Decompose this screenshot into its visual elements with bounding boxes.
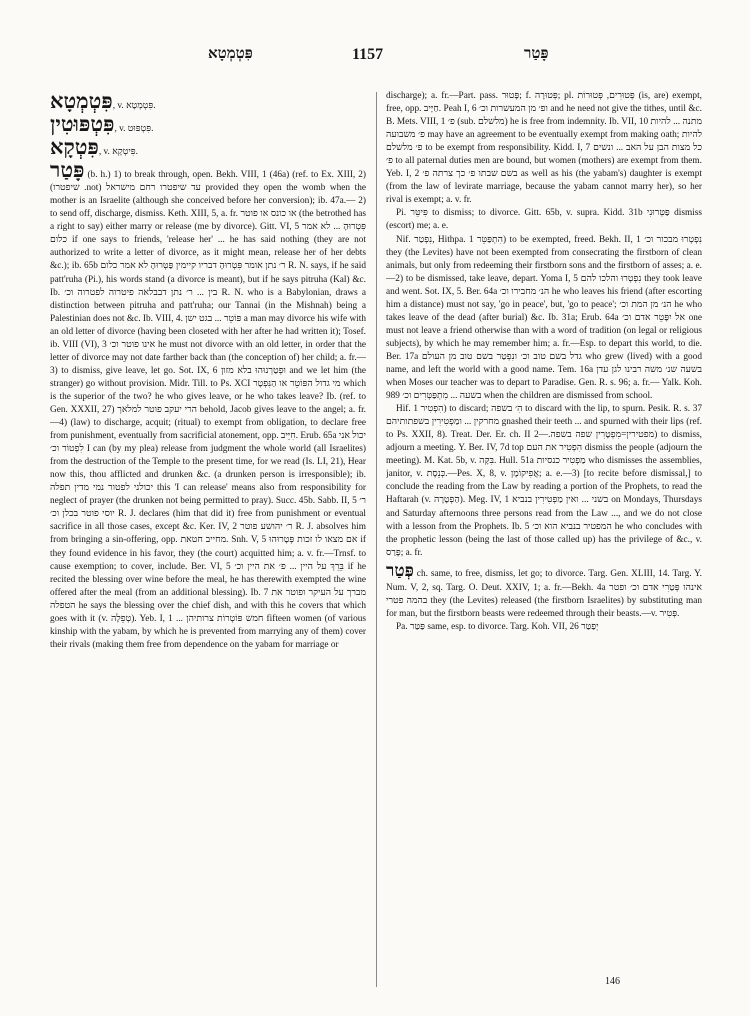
- dictionary-entry: [386, 207, 702, 233]
- entry-text: , v. פִּטְפּוּט.: [114, 124, 154, 135]
- page-number: 1157: [352, 46, 384, 63]
- entry-text: (b. h.) 1) to break through, open. Bekh. VIII, 1 (46a) (ref. to Ex. XIII, 2) (שיפטרו .not) עד שיפטרו רחם מישראל provided they open the womb when the mother is an Israelite (although she conceived before her conversion); ib. 47a.— 2) to send off, discharge, dismiss. Keth. XIII, 5, a. fr. או כונס או פוטר (the betrothed has a right to say) either marry or release (me by divorce). Gitt. VI, 5 פִּטְרוּהָ ... לא אמר כלום if one says to friends, 'release her' ... he has said nothing (they are not authorized to write a letter of divorce, as it might mean, release her of her debts &c.); ib. 65b ר׳ נתן אומר פִּטְרוּהָ דבריו קיימין פַּטְּרוּהָ לא אמר כלום R. N. says, if he said patt'ruha (Pi.), his words stand (a divorce is meant), but if he says pitruha (Kal) &c. Ib. בין ... ר׳ נתן דבבלאה פיטרוה לפטרוה וכ׳ R. N. who is a Babylonian, draws a distinction between pitruha and patt'ruha; our Tannai (in the Mishnah) being a Palestinian does not &c. Ib. VIII, 4. פּוֹטֵר ... בגט ישן a man may divorce his wife with an old letter of divorce (having been closeted with her after he had written it); Tosef. ib. VIII (VI), 3 אינו פוטר וכ׳ he must not divorce with an old letter, in order that the letter of divorce may not date farther back than (the conception of) her child; a. fr.—3) to dismiss, give leave, let go. Sot. IX, 6 וּפְטַרְנוּהוּ בלא מזון and we let him (the stranger) go without provision. Midr. Till. to Ps. XCI מי גדול הפּוֹטֵר או הַנִּפְטָר which is the superior of the two? he who gives leave, or he who takes leave? Ib. (ref. to Gen. XXXII, 27) הרי יעקב פוטר למלאך behold, Jacob gives leave to the angel; a. fr.—4) (law) to discharge, acquit; (ritual) to exempt from obligation, to declare free from punishment, eventually from sacrificial atonement, opp. חִיֵּיב. Erub. 65a יכול אני לִפְטוֹר וכ׳ I can (by my plea) release from judgment the whole world (all Israelites) from the destruction of the Temple to the present time, for we read (Is. LI, 21), Hear now this, thou afflicted and drunken &c. (a drunken person is irresponsible); ib. יכולני לפטור נמי מדין תפלה this 'I can release' means also from responsibility for neglect of prayer (the drunken not being permitted to pray). Succ. 45b. Sabb. II, 5 ר׳ יוסי פוטר בכלן וכ׳ R. J. declares (him that did it) free from punishment or eventual sacrifice in all those cases, except &c. Ker. IV, 2 ר׳ יהושע פוטר R. J. absolves him from bringing a sin-offering, opp. מחייב חטאת. Snh. V, 5 אם מצאו לו זכות פְּטָרוּהוּ if they found evidence in his favor, they (the court) acquitted him; a. v. fr.—Trnsf. to cause exemption; to cover, include. Ber. VI, 5 בֵּרֵךְ על היין ... פ׳ את היין וכ׳ if he recited the blessing over wine before the meal, he has therewith exempted the wine offered after the meal (from an additional blessing). Ib. 7 מברך על העיקר ופוטר את הטפלה he says the blessing over the chief dish, and with this he covers that which goes with it (v. טְפֵלָה). Yeb. I, 1 ... חמש פּוֹטְרוֹת צרותיהן fifteen women (of various kinship with the yabam, by which he is prevented from marrying any of them) cover their rivals (making them free from dependence on the yabam for marriage or: [50, 170, 366, 650]
- dictionary-entry: [50, 136, 366, 159]
- entry-headword: פְּטַר: [386, 560, 414, 580]
- dictionary-entry: [50, 159, 366, 652]
- entry-headword: פִּטְקָא: [50, 135, 99, 160]
- dictionary-entry: [386, 234, 702, 404]
- dictionary-entry: [386, 90, 702, 207]
- entry-text: discharge); a. fr.—Part. pass. פָּטוּר; f. פְּטוּרָה; pl. פְּטוּרִים, פְּטוּרוֹת (is, are) exempt, free, opp. חַיָּיב. Peah I, 6 ופ׳ מן המעשרות וכ׳ and he need not give the tithes, until &c. B. Mets. VIII, 1 פ׳ (sub. מלשלם) he is free from indemnity. Ib. VII, 10 מתנה ... להיות פ׳ משבועה may have an agreement to be eventually exempt from making oath; להיות פ׳ מלשלם to be exempt from responsibility. Kidd. I, 7 כל מצות הבן על האב ... ונשים פ׳ to all paternal duties men are bound, but women (mothers) are exempt from them. Yeb. I, 2 בשם שבתו פ׳ כך צרתה פ׳ as well as his (the yabam's) daughter is exempt (from the law of levirate marriage, because the yabam cannot marry her), so her rival is exempt; a. v. fr.: [386, 91, 702, 206]
- entry-text: Pa. פַּטַּר same, esp. to divorce. Targ. Koh. VII, 26 יְפַטַּר: [396, 621, 599, 632]
- entry-text: , v. פִּטְמְטָא.: [112, 101, 156, 111]
- running-head-left: פִּטְמְטָא: [208, 46, 253, 62]
- dictionary-entry: [386, 560, 702, 621]
- dictionary-entry: [386, 403, 702, 560]
- dictionary-entry: [386, 621, 702, 634]
- entry-text: Pi. פִּיטֵּר to dismiss; to divorce. Gitt. 65b, v. supra. Kidd. 31b פַּטְּרוּנִי dismiss (escort) me; a. e.: [386, 208, 702, 232]
- entry-headword: פִּטְמְטָא: [50, 90, 113, 113]
- dictionary-entry: [50, 113, 366, 136]
- left-column: [50, 90, 366, 990]
- column-divider: [376, 92, 377, 987]
- entry-text: Hif. הִפְטִיר 1) to discard; הִ׳ בשפה to discard with the lip, to spurn. Pesik. R. s. 37 מחרקין ... ומַפְטִירִין בשפתותיהם gnashed their teeth ... and spurned with their lips (ref. to Ps. XXII, 8). Treat. Der. Er. ch. II מפטירין=מִפְטָרִין שפה בשפה.—2) to dismiss, adjourn a meeting. Y. Ber. IV, 7d top הִפְטִיר את העם dismiss the people (adjourn the meeting). M. Kat. 5b, v. בִּקָּה. Hull. 51a מַפְטִיר כנסיות who dismisses the assemblies, janitor, v. כְּנֵסֶת.—Pes. X, 8, v. אֲפִיקוֹמָן; a. e.—3) [to recite before dismissal,] to conclude the reading from the Law by reading a portion of the Prophets, to read the Haftarah (v. הַפְטָרָה). Meg. IV, 1 בשני ... ואין מַפְטִירִין בנביא on Mondays, Thursdays and Saturday afternoons three persons read from the Law ..., and we do not close with a lesson from the Prophets. Ib. 5 המפטיר בנביא הוא וכ׳ he who concludes with the prophetic lesson (being the last of those called up) has the privilege of &c., v. פָּרַס; a. fr.: [386, 404, 702, 558]
- running-head-right: פָּטַר: [524, 46, 549, 62]
- dictionary-entry: [50, 90, 366, 113]
- entry-headword: פָּטַר: [50, 158, 85, 183]
- right-column: [386, 90, 702, 990]
- folio-number: 146: [605, 976, 620, 987]
- entry-headword: פִּטְפּוּטִין: [50, 112, 115, 137]
- entry-text: ch. same, to free, dismiss, let go; to divorce. Targ. Gen. XLIII, 14. Targ. Y. Num. V, 2, sq. Targ. O. Deut. XXIV, 1; a. fr.—Bekh. 4a אינהו פְּטַרִי אדם וכ׳ ופטר בהמה פטרי they (the Levites) released (the firstborn Israelites) by substituting man for man, but the firstborn beasts were redeemed through their beasts.—v. פְּטִיר.: [386, 568, 702, 619]
- entry-text: , v. פִּיטְקָא.: [98, 147, 138, 158]
- entry-text: Nif. נִפְטַר, Hithpa. הִתְפַּטֵּר 1) to be exempted, freed. Bekh. II, 1 נִפְטְרוּ מבכור וכ׳ they (the Levites) have not been exempted from consecrating the firstborn of clean animals, but only from redeeming their firstborn sons and the firstborn of asses; a. e.—2) to be dismissed, take leave, depart. Yoma I, 5 נִפְטְרוּ והלכו להם they took leave and went. Sot. IX, 5. Ber. 64a הנ׳ מחבירו וכ׳ he who leaves his friend (after escorting him a distance) must not say, 'go in peace', but, 'go to peace'; הנ׳ מן המת וכ׳ he who takes leave of the dead (after burial) &c. Ib. 31a; Erub. 64a אל יִפָּטֵר אדם וכ׳ one must not leave a friend otherwise than with a word of tradition (on legal or religious subjects), by which he may remember him; a. fr.—Esp. to depart this world, to die. Ber. 17a גדל בשם טוב וכ׳ ונִפְטַר בשם טוב מן העולם who grew (lived) with a good name, and left the world with a good name. Tem. 16a בשעה שנ׳ משה רבינו לגן עדן when Moses our teacher was to depart to Paradise. Gen. R. s. 96; a. fr.— Yalk. Koh. 989 בשעה ... מִתְפַּטְּרִים וכ׳ when the children are dismissed from school.: [386, 234, 702, 402]
